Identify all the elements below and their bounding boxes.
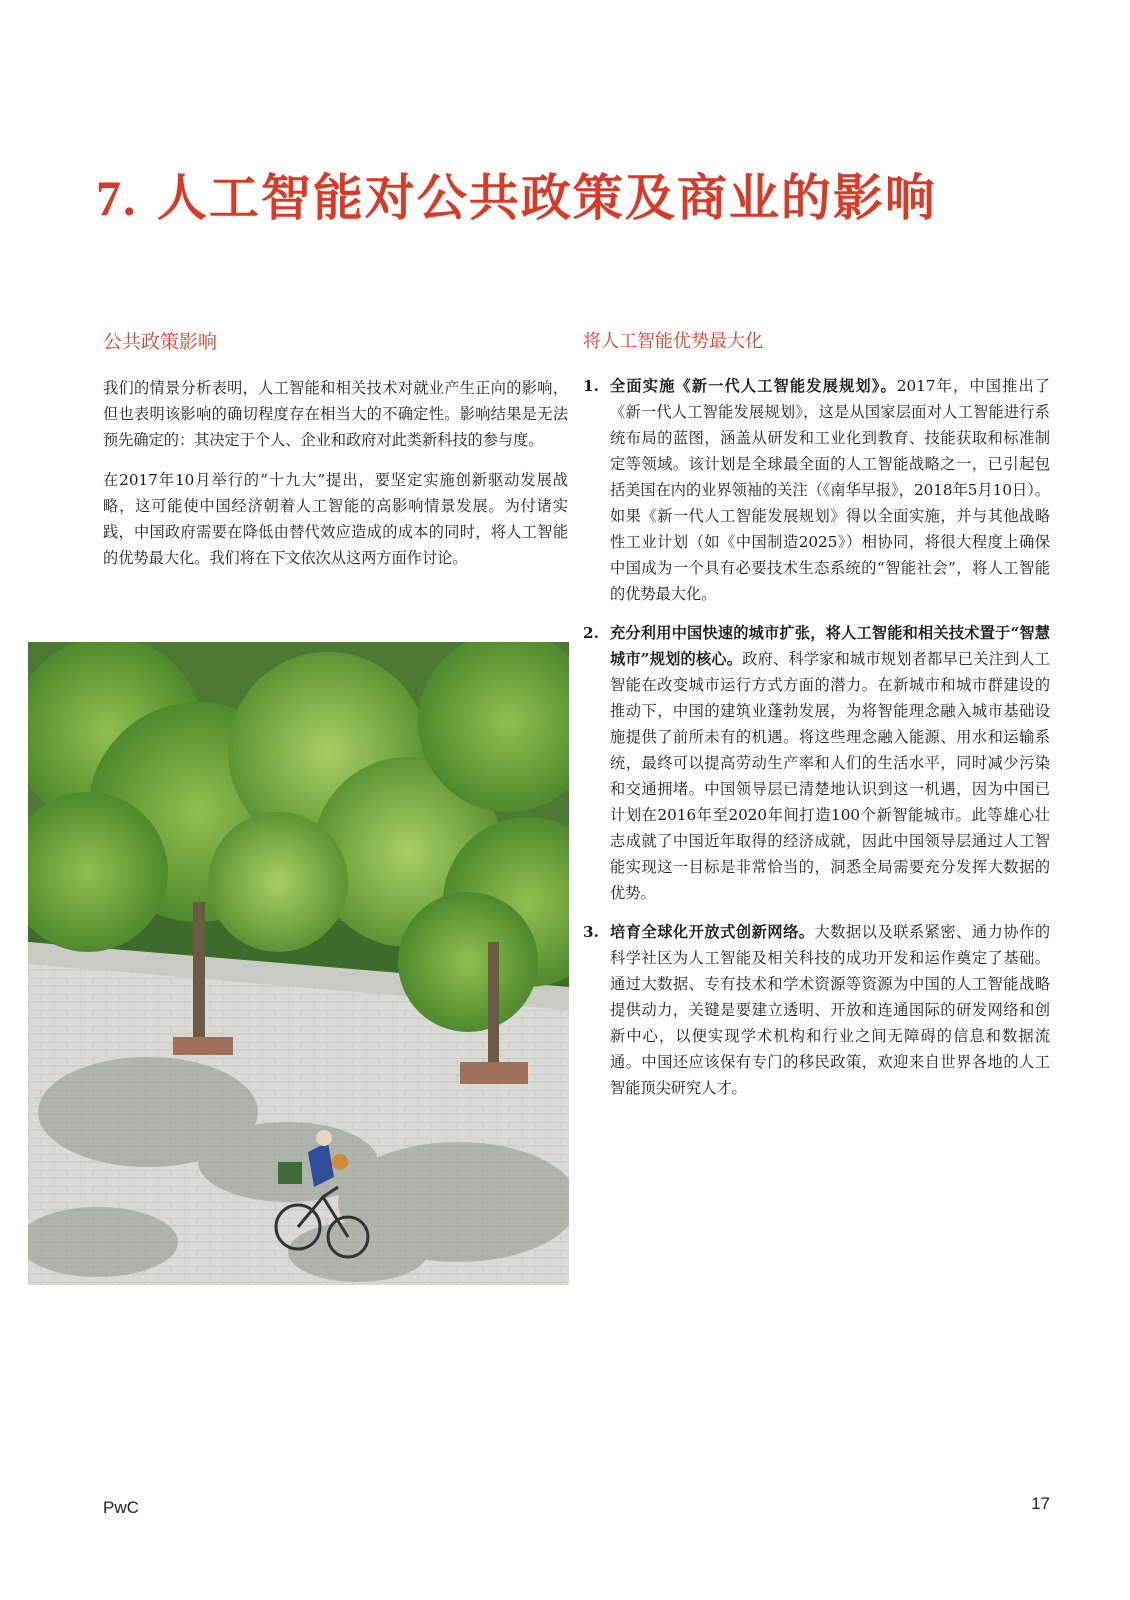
section-number: 7. [96,170,138,226]
intro-paragraph-1: 我们的情景分析表明，人工智能和相关技术对就业产生正向的影响，但也表明该影响的确切程度存在相当大的不确定性。影响结果是无法预先确定的：其决定于个人、企业和政府对此类新科技的参与度。 [103,378,568,449]
footer-brand: PwC [103,1498,139,1517]
right-column [583,330,1050,1114]
tree-trunk-left [193,902,205,1042]
list-item [583,373,1050,607]
list-item [583,620,1050,906]
public-policy-heading: 公共政策影响 [103,331,218,353]
list-item [583,919,1050,1101]
list-item-lead: 充分利用中国快速的城市扩张，将人工智能和相关技术置于“智慧城市”规划的核心。 [610,624,1050,669]
page-number: 17 [1031,1494,1050,1513]
page-title [96,168,937,228]
cyclist-photo [28,642,569,1285]
cyclist-photo-illustration [28,642,569,1285]
list-marker: 2. [583,624,599,643]
list-item-body: 2017年，中国推出了《新一代人工智能发展规划》，这是从国家层面对人工智能进行系统布局的蓝图，涵盖从研发和工业化到教育、技能获取和标准制定等领域。该计划是全球最全面的人工智能战略之一，已引起包括美国在内的业界领袖的关注（《南华早报》，2018年5月10日）。如果《新一代人工智能发展规划》得以全面实施，并与其他战略性工业计划（如《中国制造2025》）相协同，将很大程度上确保中国成为一个具有必要技术生态系统的“智能社会”，将人工智能的优势最大化。 [610,377,1050,604]
left-column [103,330,568,585]
tree-trunk-right [488,942,499,1067]
intro-paragraph-2: 在2017年10月举行的“十九大”提出，要坚定实施创新驱动发展战略，这可能使中国经济朝着人工智能的高影响情景发展。为付诸实践，中国政府需要在降低由替代效应造成的成本的同时，将人工智能的优势最大化。我们将在下文依次从这两方面作讨论。 [103,470,568,567]
list-item-body: 大数据以及联系紧密、通力协作的科学社区为人工智能及相关科技的成功开发和运作奠定了基础。通过大数据、专有技术和学术资源等资源为中国的人工智能战略提供动力，关键是要建立透明、开放和连通国际的研发网络和创新中心，以便实现学术机构和行业之间无障碍的信息和数据流通。中国还应该保有专门的移民政策，欢迎来自世界各地的人工智能顶尖研究人才。 [610,923,1051,1098]
list-marker: 3. [583,923,599,942]
page-title-text: 人工智能对公共政策及商业的影响 [156,168,937,227]
list-item-lead: 培育全球化开放式创新网络。 [610,923,815,942]
list-marker: 1. [583,377,599,396]
tree-pit-right [460,1062,528,1084]
list-item-body: 政府、科学家和城市规划者都早已关注到人工智能在改变城市运行方式方面的潜力。在新城市和城市群建设的推动下，中国的建筑业蓬勃发展，为将智能理念融入城市基础设施提供了前所未有的机遇。将这些理念融入能源、用水和运输系统，最终可以提高劳动生产率和人们的生活水平，同时减少污染和交通拥堵。中国领导层已清楚地认识到这一机遇，因为中国已计划在2016年至2020年间打造100个新智能城市。此等雄心壮志成就了中国近年取得的经济成就，因此中国领导层通过人工智能实现这一目标是非常恰当的，洞悉全局需要充分发挥大数据的优势。 [610,650,1050,903]
tree-pit-left [173,1037,233,1055]
list-item-lead: 全面实施《新一代人工智能发展规划》。 [610,377,897,396]
maximize-benefits-heading: 将人工智能优势最大化 [583,331,763,352]
benefit-list [583,373,1050,1101]
